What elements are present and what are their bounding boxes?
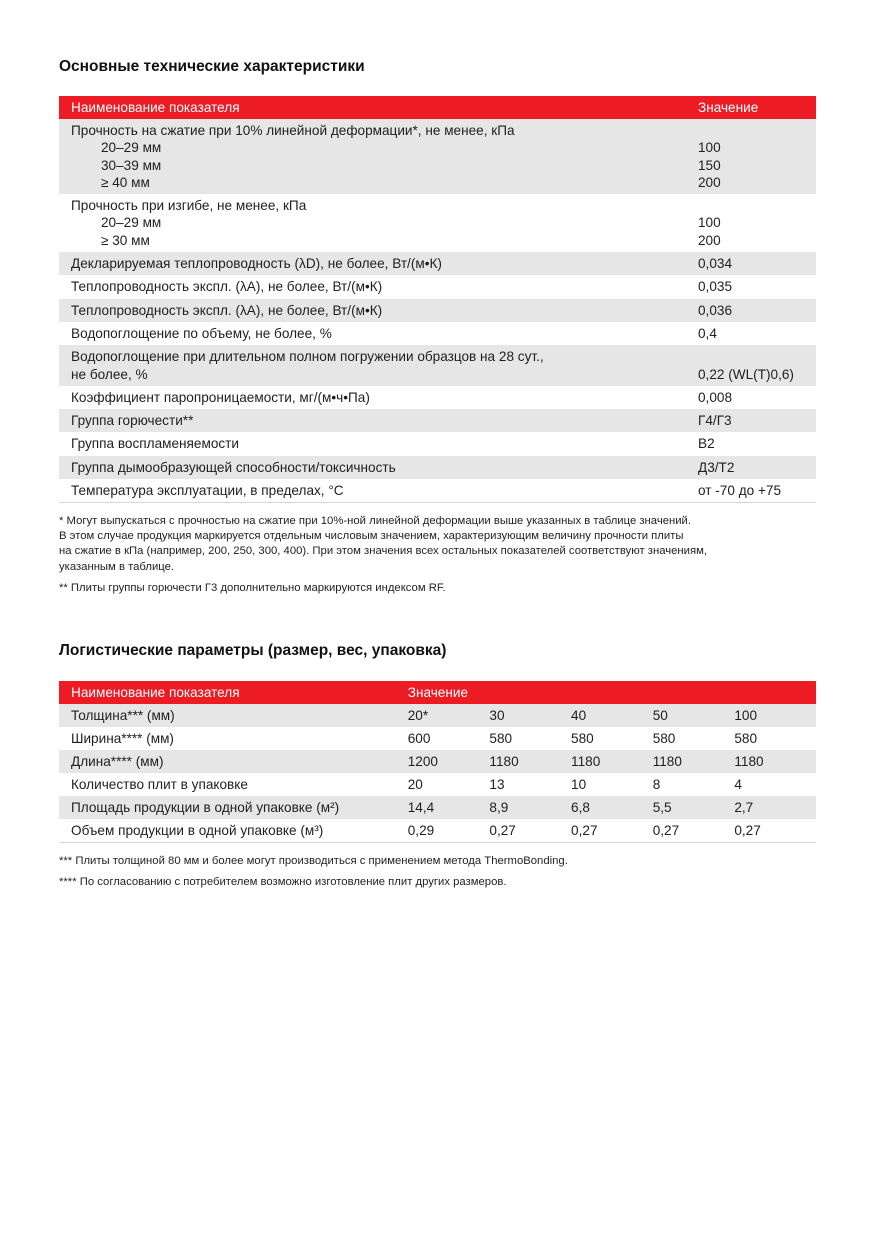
table-row [59,386,816,409]
cell-value: 13 [489,773,571,796]
cell-value: 1180 [653,750,735,773]
table-row [59,819,816,843]
row-label: Количество плит в упаковке [59,773,408,796]
footnote-4: **** По согласованию с потребителем возможно изготовление плит других размеров. [59,876,507,889]
footnote-line: * Могут выпускаться с прочностью на сжатие при 10%-ной линейной деформации выше указанных в таблице значений. [59,515,691,527]
header-value: Значение [408,681,816,704]
cell-value: 40 [571,704,653,727]
row-label: Прочность при изгибе, не менее, кПа [71,198,307,214]
row-label: Площадь продукции в одной упаковке (м²) [59,796,408,819]
table-row [59,409,816,432]
sub-row-value: 200 [698,174,721,190]
table-row [59,704,816,727]
table-row [59,796,816,819]
cell-value: 1180 [489,750,571,773]
row-value: 0,22 (WL(T)0,6) [686,345,816,386]
cell-value: 50 [653,704,735,727]
cell-value: 14,4 [408,796,490,819]
cell-value: 0,29 [408,819,490,843]
row-value: 0,4 [686,322,816,345]
cell-value: 580 [734,727,816,750]
cell-value: 10 [571,773,653,796]
footnote-3: *** Плиты толщиной 80 мм и более могут производиться с применением метода ThermoBonding. [59,855,568,867]
cell-value: 20 [408,773,490,796]
row-value: Г4/Г3 [686,409,816,432]
cell-value: 600 [408,727,490,750]
cell-value: 0,27 [653,819,735,843]
sub-row-label: 20–29 мм [101,215,162,231]
row-label: Прочность на сжатие при 10% линейной деформации*, не менее, кПа [71,123,515,138]
cell-value: 0,27 [734,819,816,843]
row-value: 0,034 [686,252,816,275]
header-name: Наименование показателя [59,96,686,119]
cell-value: 1180 [734,750,816,773]
row-label: Декларируемая теплопроводность (λD), не более, Вт/(м•К) [59,252,686,275]
footnote-line: указанным в таблице. [59,560,175,573]
row-label: Группа дымообразующей способности/токсичность [59,456,686,479]
table-row [59,275,816,298]
footnote-1 [59,514,819,575]
row-label: Длина**** (мм) [59,750,408,773]
row-value: 0,035 [686,275,816,298]
row-label: Толщина*** (мм) [59,704,408,727]
footnotes-tech-specs [59,514,819,602]
row-label: Группа горючести** [59,409,686,432]
sub-row-value: 150 [698,157,721,173]
cell-value: 1180 [571,750,653,773]
row-value: от -70 до +75 [686,479,816,503]
cell-value: 0,27 [489,819,571,843]
row-value: 0,008 [686,386,816,409]
row-label: Группа воспламеняемости [59,432,686,455]
table-row [59,773,816,796]
cell-value: 4 [734,773,816,796]
table-row [59,252,816,275]
cell-value: 0,27 [571,819,653,843]
row-label: Теплопроводность экспл. (λА), не более, Вт/(м•К) [59,299,686,322]
table-row [59,119,816,194]
row-label: не более, % [71,366,148,382]
cell-value: 5,5 [653,796,735,819]
cell-value: 580 [653,727,735,750]
cell-value: 580 [571,727,653,750]
cell-value: 30 [489,704,571,727]
table-row [59,479,816,503]
row-value: В2 [686,432,816,455]
row-label: Ширина**** (мм) [59,727,408,750]
table-row [59,322,816,345]
table-row [59,750,816,773]
row-value [686,119,816,194]
table-row [59,345,816,386]
row-value: Д3/Т2 [686,456,816,479]
table-row [59,299,816,322]
sub-row-value: 200 [698,232,721,248]
tech-specs-table [59,96,816,503]
row-label: Объем продукции в одной упаковке (м³) [59,819,408,843]
cell-value: 6,8 [571,796,653,819]
cell-value: 20* [408,704,490,727]
row-value: 0,036 [686,299,816,322]
sub-row-value: 100 [698,215,721,231]
footnote-line: В этом случае продукция маркируется отдельным числовым значением, характеризующим величину прочности плиты [59,530,684,543]
sub-row-label: 20–29 мм [101,140,162,156]
row-label: Водопоглощение при длительном полном погружении образцов на 28 сут., [71,349,544,365]
row-name [59,194,686,252]
row-name [59,119,686,194]
footnotes-logistics [59,854,819,896]
row-label: Температура эксплуатации, в пределах, °С [59,479,686,503]
sub-row-value: 100 [698,140,721,156]
cell-value: 100 [734,704,816,727]
row-label: Теплопроводность экспл. (λА), не более, Вт/(м•К) [59,275,686,298]
section-title-logistics: Логистические параметры (размер, вес, упаковка) [59,642,447,659]
footnote-2: ** Плиты группы горючести Г3 дополнительно маркируются индексом RF. [59,581,446,594]
sub-row-label: ≥ 40 мм [101,174,150,190]
cell-value: 8,9 [489,796,571,819]
cell-value: 580 [489,727,571,750]
row-name [59,345,686,386]
table-row [59,194,816,252]
section-title-tech-specs: Основные технические характеристики [59,58,365,75]
row-label: Водопоглощение по объему, не более, % [59,322,686,345]
cell-value: 2,7 [734,796,816,819]
table-row [59,456,816,479]
footnote-line: на сжатие в кПа (например, 200, 250, 300, 400). При этом значения всех остальных показателей соответствуют значениям, [59,545,707,558]
row-value [686,194,816,252]
table-row [59,432,816,455]
header-name: Наименование показателя [59,681,408,704]
sub-row-label: ≥ 30 мм [101,232,150,248]
cell-value: 1200 [408,750,490,773]
logistics-table [59,681,816,843]
cell-value: 8 [653,773,735,796]
row-label: Коэффициент паропроницаемости, мг/(м•ч•Па) [59,386,686,409]
table-header-row [59,96,816,119]
header-value: Значение [686,96,816,119]
table-row [59,727,816,750]
sub-row-label: 30–39 мм [101,157,162,173]
table-header-row [59,681,816,704]
